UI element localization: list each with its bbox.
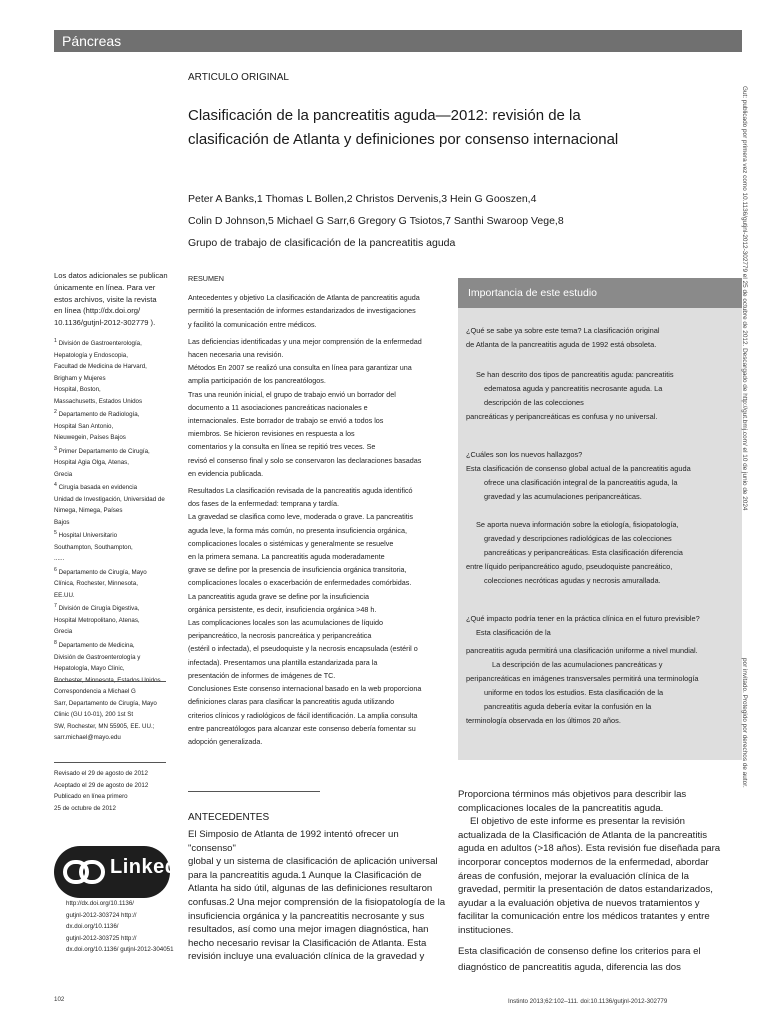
abstract-line: Tras una reunión inicial, el grupo de trabajo envió un borrador del xyxy=(188,389,396,399)
affiliation-line: Clínica, Rochester, Minnesota, xyxy=(54,580,138,588)
significance-line: colecciones necróticas agudas y necrosis amurallada. xyxy=(484,576,661,585)
affiliation-line: Nieuwegein, Países Bajos xyxy=(54,434,126,442)
abstract-line: La pancreatitis aguda grave se define por la insuficiencia xyxy=(188,591,370,601)
affiliation-line: EE.UU. xyxy=(54,591,75,599)
introduction-text xyxy=(458,788,742,938)
copyright-notice: por invitado. Protegido por derechos de autor. xyxy=(741,658,748,788)
affiliation-line: $^7$ División de Cirugía Digestiva, xyxy=(54,603,140,613)
affiliation-line: Hospital San Antonio, xyxy=(54,422,114,430)
date-line: Revisado el 29 de agosto de 2012 xyxy=(54,770,148,777)
correspondence-line: Clinic (GU 10-01), 200 1st St xyxy=(54,711,134,718)
linked-reference: http://dx.doi.org/10.1136/ xyxy=(66,900,134,907)
abstract-line: amplia participación de los pancreatólogos. xyxy=(188,376,326,386)
significance-line: gravedad y las acumulaciones peripancreáticas. xyxy=(484,492,642,501)
divider xyxy=(54,762,166,763)
abstract-line: Las deficiencias identificadas y una mejor comprensión de la enfermedad xyxy=(188,336,422,346)
affiliation-number: 6 xyxy=(54,566,57,573)
article-type-label: ARTICULO ORIGINAL xyxy=(188,72,289,83)
affiliation-line: $^1$ División de Gastroenterología, xyxy=(54,338,142,348)
affiliation-line: $^6$ Departamento de Cirugía, Mayo xyxy=(54,566,147,576)
abstract-line: en la primera semana. La pancreatitis aguda moderadamente xyxy=(188,552,385,562)
abstract-line: (estéril o infectada), el pseudoquiste y la necrosis encapsulada (estéril o xyxy=(188,644,418,654)
supplementary-line: en línea (http://dx.doi.org/ xyxy=(54,306,141,316)
abstract-background xyxy=(188,291,448,331)
linked-reference: dx.doi.org/10.1136/ xyxy=(66,923,119,930)
significance-line: pancreatitis aguda debería evitar la confusión en la xyxy=(484,702,652,711)
significance-line: Esta clasificación de consenso global actual de la pancreatitis aguda xyxy=(466,464,691,473)
introduction-line: facilitar la comunicación entre los médicos tratantes y entre xyxy=(458,911,710,923)
abstract-line: revisó el consenso final y solo se conservaron las declaraciones basadas xyxy=(188,455,422,465)
background-line: resultados, así como una mejor imagen diagnóstica, han xyxy=(188,924,429,936)
background-text xyxy=(188,828,448,964)
affiliation xyxy=(54,444,178,481)
divider xyxy=(188,791,320,792)
affiliation-line: Nimega, Nimega, Países xyxy=(54,507,123,515)
affiliation-number: 1 xyxy=(54,338,57,344)
supplementary-data-note xyxy=(54,270,178,329)
abstract-line: entre pancreatólogos para alcanzar este consenso debería fomentar su xyxy=(188,723,416,733)
linked-references xyxy=(66,898,186,956)
significance-line: entre líquido peripancreático agudo, pseudoquiste pancreático, xyxy=(466,562,673,571)
date-line: 25 de octubre de 2012 xyxy=(54,804,116,812)
divider xyxy=(54,681,166,682)
abstract xyxy=(188,272,448,752)
introduction-line: instituciones. xyxy=(458,924,514,936)
abstract-line: complicaciones locales o exacerbación de enfermedades comórbidas. xyxy=(188,578,412,588)
affiliation-number: 7 xyxy=(54,603,57,610)
abstract-line: comentarios y la consulta en línea se repitió tres veces. Se xyxy=(188,442,376,452)
introduction-continued xyxy=(458,944,742,976)
abstract-line: en evidencia publicada. xyxy=(188,468,264,478)
article-title xyxy=(188,104,728,152)
affiliation-line: Southampton, Southampton, xyxy=(54,543,133,551)
introduction-line: aguda en adultos (>18 años). Esta revisión fue diseñada para xyxy=(458,843,721,855)
abstract-line: complicaciones locales o sistémicas y generalmente se resuelve xyxy=(188,538,394,548)
abstract-line: criterios clínicos y radiológicos de fácil identificación. La amplia consulta xyxy=(188,710,418,720)
abstract-line: documento a 11 asociaciones pancreáticas nacionales e xyxy=(188,402,368,412)
journal-citation: Instinto 2013;62:102–111. doi:10.1136/gutjnl-2012-302779 xyxy=(508,998,668,1005)
affiliation xyxy=(54,336,178,407)
supplementary-line: únicamente en línea. Para ver xyxy=(54,282,156,292)
affiliation-line: Grecia xyxy=(54,628,73,636)
abstract-line: adopción generalizada. xyxy=(188,736,263,746)
page-number: 102 xyxy=(54,996,65,1003)
abstract-line: definiciones claras para clasificar la pancreatitis aguda utilizando xyxy=(188,697,395,707)
abstract-line: Métodos En 2007 se realizó una consulta en línea para garantizar una xyxy=(188,363,412,373)
abstract-line: infectada). Presentamos una plantilla estandarizada para la xyxy=(188,657,378,667)
affiliation-line: ...... xyxy=(54,555,65,563)
abstract-line: peripancreático, la necrosis pancreática y peripancreática xyxy=(188,631,372,641)
background-line: confusas.2 Una mejor comprensión de la fisiopatología de la xyxy=(188,896,446,908)
abstract-heading: RESUMEN xyxy=(188,274,224,283)
affiliation-line: Rochester, Minnesota, Estados Unidos xyxy=(54,676,161,684)
affiliation-number: 4 xyxy=(54,482,57,489)
affiliation-line: Hospital Metropolitano, Atenas, xyxy=(54,616,140,624)
affiliation-line: Bajos xyxy=(54,518,70,526)
correspondence-line: SW, Rochester, MN 55905, EE. UU.; xyxy=(54,722,155,730)
affiliation-line: $^8$ Departamento de Medicina, xyxy=(54,639,135,649)
introduction-line: Esta clasificación de consenso define los criterios para el xyxy=(458,946,701,957)
significance-line: ¿Qué se sabe ya sobre este tema? La clasificación original xyxy=(466,326,660,335)
affiliation-line: Hospital, Boston, xyxy=(54,386,101,394)
introduction-line: gravedad, permitir la presentación de datos estandarizados, xyxy=(458,884,713,896)
introduction-line: complicaciones locales de la pancreatitis aguda. xyxy=(458,802,664,814)
significance-line: gravedad y descripciones radiológicas de las colecciones xyxy=(484,534,672,543)
abstract-line: presentación de informes de imágenes de TC. xyxy=(188,670,336,680)
affiliation-line: $^5$ Hospital Universitario xyxy=(54,530,118,540)
abstract-line: miembros. Se hicieron revisiones en respuesta a los xyxy=(188,429,355,439)
affiliation-number: 3 xyxy=(54,445,57,452)
abstract-line: La gravedad se clasifica como leve, moderada o grave. La pancreatitis xyxy=(188,512,413,522)
article-dates xyxy=(54,768,178,814)
section-title: Páncreas xyxy=(62,33,122,49)
linked-reference: dx.doi.org/10.1136/ gutjnl-2012-304051 xyxy=(66,946,174,953)
affiliation xyxy=(54,638,178,686)
correspondence xyxy=(54,686,178,744)
linked-reference: gutjnl-2012-303725 http:// xyxy=(66,934,137,942)
affiliation-line: Unidad de Investigación, Universidad de xyxy=(54,495,165,503)
affiliation-line: $^3$ Primer Departamento de Cirugía, xyxy=(54,445,150,455)
significance-line: La descripción de las acumulaciones pancreáticas y xyxy=(492,660,663,669)
linked-reference: gutjnl-2012-303724 http:// xyxy=(66,911,137,919)
affiliation-line: $^2$ Departamento de Radiología, xyxy=(54,409,140,419)
introduction-line: actualizada de la Clasificación de Atlanta de la pancreatitis xyxy=(458,829,708,841)
significance-line: Se han descrito dos tipos de pancreatitis aguda: pancreatitis xyxy=(476,370,674,379)
supplementary-line: 10.1136/gutjnl-2012-302779 ). xyxy=(54,318,156,328)
affiliation-line: Massachusetts, Estados Unidos xyxy=(54,397,143,405)
affiliation-line: División de Gastroenterología y xyxy=(54,653,141,661)
significance-line: terminología observada en los últimos 20 años. xyxy=(466,716,621,725)
significance-box-title: Importancia de este estudio xyxy=(458,278,742,308)
affiliation-number: 8 xyxy=(54,639,57,646)
background-line: para la pancreatitis aguda.1 Aunque la Clasificación de xyxy=(188,869,422,881)
introduction-line: El objetivo de este informe es presentar la revisión xyxy=(470,816,685,828)
abstract-line: internacionales. Este borrador de trabajo se envió a todos los xyxy=(188,416,384,426)
significance-line: ¿Cuáles son los nuevos hallazgos? xyxy=(466,450,583,459)
correspondence-line: Sarr, Departamento de Cirugía, Mayo xyxy=(54,699,157,707)
affiliation xyxy=(54,601,178,638)
linked-label: Linked xyxy=(110,856,178,878)
affiliation-line: Hepatología, Mayo Clinic, xyxy=(54,665,125,672)
author-list xyxy=(188,188,728,254)
affiliation-line: Hospital Agia Olga, Atenas, xyxy=(54,459,129,467)
introduction-line: ayudar a la evaluación objetiva de nuevos tratamientos y xyxy=(458,897,700,909)
introduction-line: incorporar conceptos modernos de la enfermedad, abordar xyxy=(458,856,709,868)
affiliation-line: Hepatología y Endoscopia, xyxy=(54,351,128,359)
affiliation-number: 2 xyxy=(54,409,57,416)
linked-logo xyxy=(54,846,178,898)
background-heading: ANTECEDENTES xyxy=(188,812,270,823)
author-line-1: Peter A Banks,1 Thomas L Bollen,2 Christos Dervenis,3 Hein G Gooszen,4 xyxy=(188,193,537,205)
download-notice: Gut: publicado por primera vez como 10.1136/gutjnl-2012-302779 el 25 de octubre de 2012. Descargado de http://gut.bmj.com/ el 10 de junio de 2024 xyxy=(741,86,748,511)
introduction-line: áreas de confusión, mejorar la evaluación clínica de la xyxy=(458,870,689,882)
affiliation xyxy=(54,480,178,528)
abstract-line: permitió la presentación de informes estandarizados de investigaciones xyxy=(188,306,416,316)
significance-line: edematosa aguda y pancreatitis necrosante aguda. La xyxy=(484,384,663,393)
significance-line: ¿Qué impacto podría tener en la práctica clínica en el futuro previsible? xyxy=(466,614,700,623)
abstract-line: dos fases de la enfermedad: temprana y tardía. xyxy=(188,499,340,509)
introduction-line: diagnóstico de pancreatitis aguda, diferencia las dos xyxy=(458,962,681,973)
chain-link-icon xyxy=(62,856,106,888)
abstract-methods xyxy=(188,335,448,480)
affiliation-line: Facultad de Medicina de Harvard, xyxy=(54,363,147,371)
abstract-line: hacen necesaria una revisión. xyxy=(188,350,284,360)
author-line-2: Colin D Johnson,5 Michael G Sarr,6 Gregory G Tsiotos,7 Santhi Swaroop Vege,8 xyxy=(188,215,564,227)
affiliation xyxy=(54,565,178,602)
significance-line: Se aporta nueva información sobre la etiología, fisiopatología, xyxy=(476,520,679,529)
article-title-line-2: clasificación de Atlanta y definiciones por consenso internacional xyxy=(188,131,619,148)
background-line: insuficiencia orgánica y la pancreatitis necrosante y sus xyxy=(188,910,425,922)
supplementary-line: Los datos adicionales se publican xyxy=(54,271,168,280)
significance-line: uniforme en todos los estudios. Esta clasificación de la xyxy=(484,688,664,697)
background-line: global y un sistema de clasificación de aplicación universal xyxy=(188,856,438,868)
significance-line: ofrece una clasificación integral de la pancreatitis aguda, la xyxy=(484,478,678,487)
affiliation xyxy=(54,407,178,444)
article-title-line-1: Clasificación de la pancreatitis aguda—2012: revisión de la xyxy=(188,107,581,124)
abstract-line: aguda leve, la forma más común, no presenta insuficiencia orgánica, xyxy=(188,525,407,535)
abstract-line: Antecedentes y objetivo La clasificación de Atlanta de pancreatitis aguda xyxy=(188,293,420,303)
affiliation xyxy=(54,528,178,565)
background-line: hecho necesario revisar la Clasificación de Atlanta. Esta xyxy=(188,937,427,949)
significance-line: peripancreáticas en imágenes transversales permitirá una terminología xyxy=(466,674,699,683)
date-line: Aceptado el 29 de agosto de 2012 xyxy=(54,781,149,789)
affiliation-line: $^4$ Cirugía basada en evidencia xyxy=(54,482,138,492)
working-group: Grupo de trabajo de clasificación de la pancreatitis aguda xyxy=(188,237,456,249)
abstract-line: orgánica persistente, es decir, insuficiencia orgánica >48 h. xyxy=(188,604,377,614)
background-line: El Simposio de Atlanta de 1992 intentó ofrecer un "consenso" xyxy=(188,829,399,854)
significance-line: Esta clasificación de la xyxy=(476,628,551,637)
background-line: revisión incluye una evaluación clínica de la gravedad y xyxy=(188,951,425,963)
background-line: Atlanta ha sido útil, algunas de las definiciones resultaron xyxy=(188,883,433,895)
significance-line: de Atlanta de la pancreatitis aguda de 1992 está obsoleta. xyxy=(466,340,657,349)
affiliation-line: Brigham y Mujeres xyxy=(54,374,106,382)
abstract-line: Resultados La clasificación revisada de la pancreatitis aguda identificó xyxy=(188,486,413,496)
date-line: Publicado en línea primero xyxy=(54,793,128,800)
abstract-line: grave se define por la presencia de insuficiencia orgánica transitoria, xyxy=(188,565,407,575)
affiliation-line: Grecia xyxy=(54,470,73,478)
correspondence-line: Correspondencia a Michael G xyxy=(54,688,136,695)
abstract-line: Conclusiones Este consenso internacional basado en la web proporciona xyxy=(188,684,422,694)
affiliations xyxy=(54,336,178,686)
abstract-line: Las complicaciones locales son las acumulaciones de líquido xyxy=(188,618,383,628)
significance-line: pancreáticas y peripancreáticas es confusa y no universal. xyxy=(466,412,658,421)
significance-line: pancreatitis aguda permitirá una clasificación uniforme a nivel mundial. xyxy=(466,646,698,655)
correspondence-line: sarr.michael@mayo.edu xyxy=(54,734,121,741)
abstract-results xyxy=(188,484,448,748)
affiliation-number: 5 xyxy=(54,530,57,537)
significance-line: descripción de las colecciones xyxy=(484,398,584,407)
supplementary-line: estos archivos, visite la revista xyxy=(54,294,157,304)
significance-line: pancreáticas y peripancreáticas. Esta clasificación diferencia xyxy=(484,548,683,557)
significance-box xyxy=(458,278,742,760)
introduction-line: Proporciona términos más objetivos para describir las xyxy=(458,789,687,800)
abstract-line: y facilitó la comunicación entre médicos. xyxy=(188,319,317,329)
section-header xyxy=(54,30,742,52)
